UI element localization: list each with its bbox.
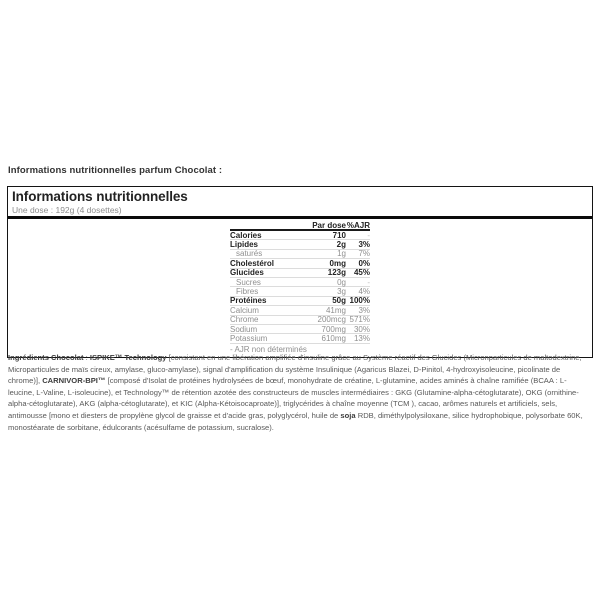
table-row [230,306,370,315]
nutrition-panel-header [8,187,592,219]
nutrient-label: Fibres [236,287,259,297]
nutrient-ajr-percent: 4% [358,287,370,297]
ingredient-run: [consistant en une libération amplifiée d'insuline grâce au Système réactif des Glucides (Micronparticules de maltodextrine, Microparticules de maïs cireux, amylase, gluco-amylase), signal d'amplification du système Insulinique (Agaricus Blazei, D-Pinitol, 4-hydroxyisoleucine, picolinate de chrome)], [8,353,582,386]
nutrient-ajr-percent: 3% [358,240,370,250]
nutrient-value: 0g [337,277,346,287]
nutrient-label: Calories [230,230,262,240]
table-footnote: - AJR non déterminés [230,344,307,354]
ingredient-emphasis: soja [340,410,356,420]
nutrient-label: Protéines [230,296,267,306]
nutrient-label: Sodium [230,324,258,334]
nutrient-label: Calcium [230,305,259,315]
section-heading: Informations nutritionnelles parfum Chocolat : [8,165,223,176]
column-header-ajr: %AJR [346,220,370,230]
ingredient-emphasis: CARNIVOR-BPI™ [42,376,106,386]
nutrient-ajr-percent: 30% [353,324,370,334]
table-row [230,325,370,334]
ingredient-run: RDB, diméthylpolysiloxane, silice hydrophobique, polysorbate 60K, monostéarate de sorbitane, édulcorants (acésulfame de potassium, sucralose). [8,410,583,432]
table-row [230,231,370,240]
table-row [230,269,370,278]
column-header-per-dose: Par dose [312,220,346,230]
nutrient-ajr-percent: 3% [358,305,370,315]
nutrient-label: Chrome [230,315,259,325]
table-row [230,278,370,287]
ingredient-emphasis: ISPIKE™ Technology [89,353,167,362]
ingredient-emphasis: Ingrédients Chocolat [8,353,84,362]
table-row [230,259,370,268]
nutrient-value: 1g [337,249,346,259]
nutrient-value: 710 [332,230,346,240]
table-row [230,334,370,343]
nutrient-value: 0mg [329,258,346,268]
nutrient-ajr-percent: 45% [353,268,370,278]
nutrient-value: 3g [337,287,346,297]
nutrient-value: 700mg [321,324,346,334]
nutrient-value: 200mcg [317,315,346,325]
nutrient-ajr-percent: 100% [349,296,370,306]
ingredient-run: : [83,353,90,362]
nutrient-ajr-percent: 13% [353,334,370,343]
table-row [230,240,370,249]
nutrient-label: Glucides [230,268,264,278]
nutrition-facts-panel [7,186,593,358]
nutrient-value: 2g [336,240,346,250]
nutrient-value: 50g [332,296,346,306]
nutrient-ajr-percent: - [367,277,370,287]
table-row [230,316,370,325]
nutrient-value: 610mg [321,334,346,343]
ingredient-run: [composé d'Isolat de protéines hydrolysées de bœuf, monohydrate de créatine, L-glutamine, acides aminés à chaîne ramifiée (BCAA : L-leucine, L-Valine, L-isoleucine), et Technology™ de rétention azotée des constructeurs de muscles intermédiaires : GKG (Glutamine-alpha-cétoglutarate), OKG (ornithine-alpha-cétoglutarate), AKG (alpha-cétoglutarate), et KIC (Alpha-Kétoisocaproate)], triglycérides à chaîne moyenne (TCM ), cacao, arômes naturels et artificiels, sels, antimousse [mono et diesters de propylène glycol de graisse et d'acide gras, polyglycérol, huile de [8,376,579,420]
serving-size: Une dose : 192g (4 dosettes) [12,205,122,215]
nutrient-ajr-percent: 7% [358,249,370,259]
nutrient-label: Lipides [230,240,259,250]
nutrient-ajr-percent: 571% [349,315,370,325]
nutrient-label: saturés [236,249,263,259]
nutrient-ajr-percent: - [367,230,370,240]
table-row [230,297,370,306]
nutrient-label: Sucres [236,277,261,287]
nutrition-table [230,221,370,357]
table-row [230,287,370,296]
nutrient-value: 41mg [325,305,346,315]
ingredients-text [8,352,592,433]
nutrient-ajr-percent: 0% [358,258,370,268]
nutrient-label: Cholestérol [230,258,275,268]
table-header-row [230,221,370,231]
table-row [230,250,370,259]
nutrient-label: Potassium [230,334,268,343]
nutrient-value: 123g [327,268,346,278]
nutrition-table-body [230,231,370,344]
panel-title: Informations nutritionnelles [12,189,188,204]
